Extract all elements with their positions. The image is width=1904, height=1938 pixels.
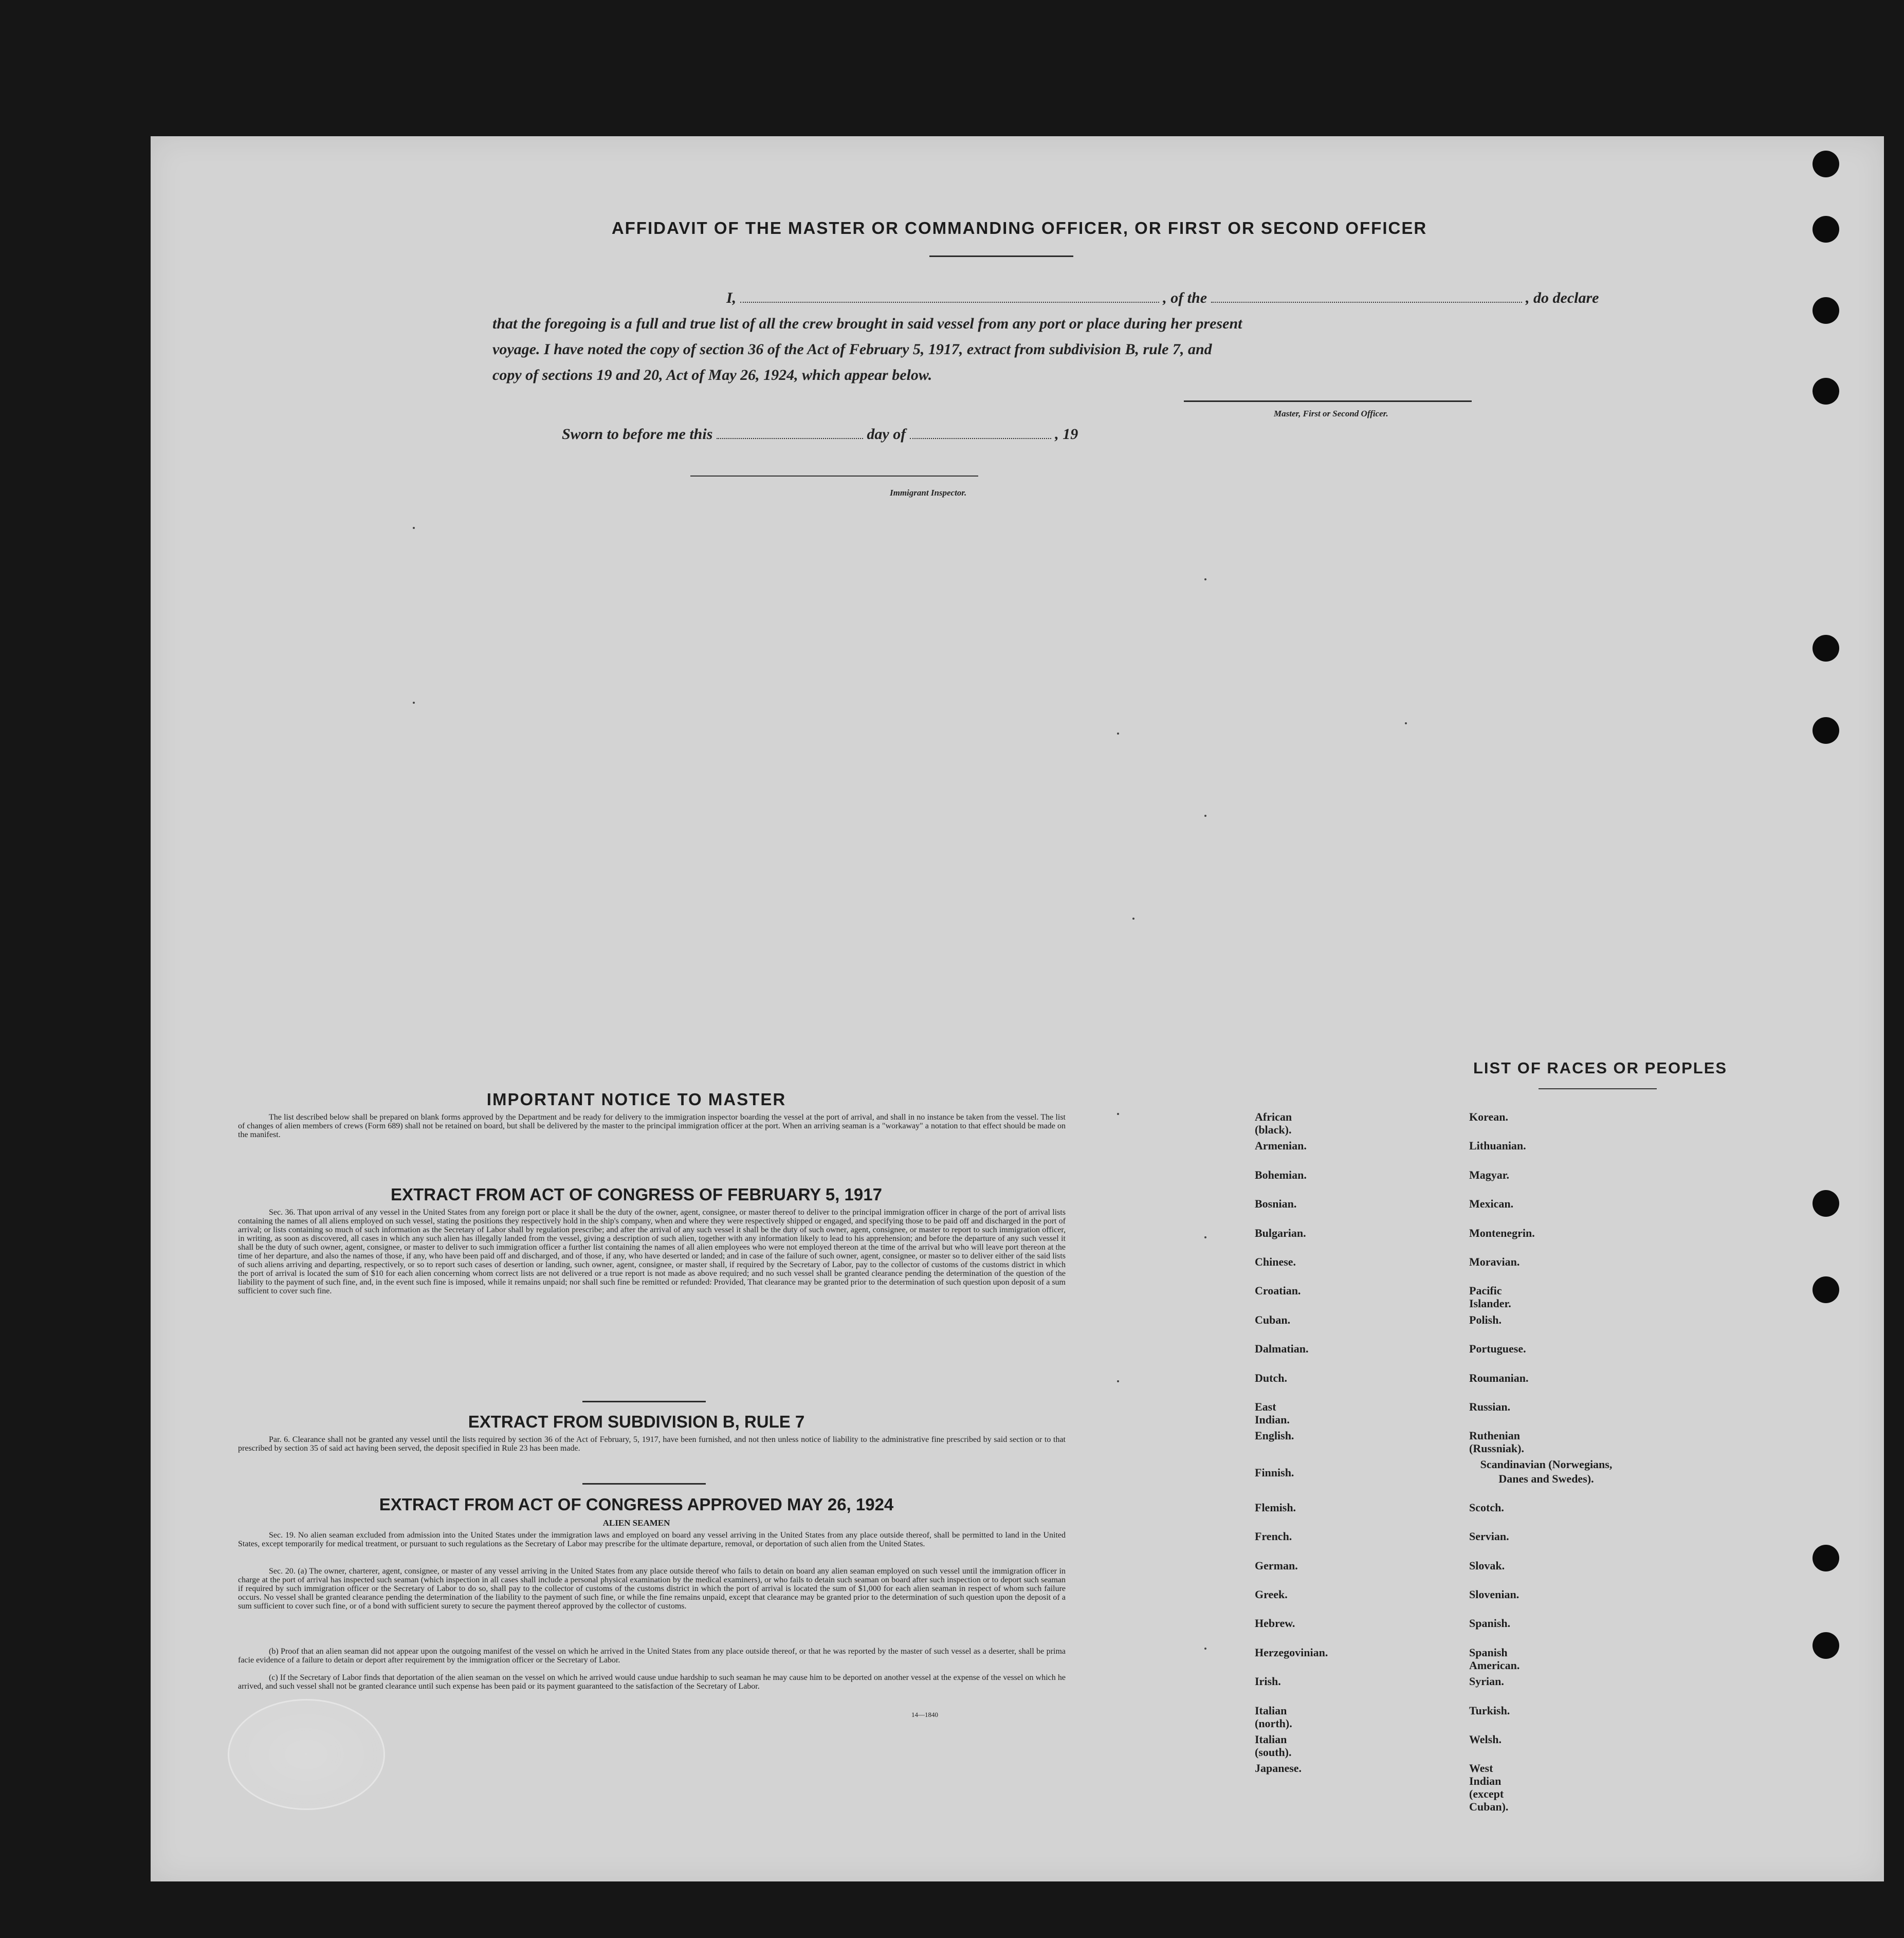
speck <box>1204 578 1206 580</box>
extract-1924-title: EXTRACT FROM ACT OF CONGRESS APPROVED MAY 26, 1924 <box>379 1495 894 1514</box>
race-item: French. <box>1255 1530 1292 1543</box>
race-item: Magyar. <box>1469 1168 1510 1181</box>
race-item: Irish. <box>1255 1675 1281 1688</box>
race-item: Scotch. <box>1469 1501 1504 1514</box>
affidavit-title: AFFIDAVIT OF THE MASTER OR COMMANDING OFFICER, OR FIRST OR SECOND OFFICER <box>611 218 1427 237</box>
race-item: German. <box>1255 1559 1298 1572</box>
do-declare-label: , do declare <box>1526 289 1599 306</box>
inspector-signature-line[interactable] <box>690 476 978 477</box>
race-item: Croatian. <box>1255 1284 1301 1297</box>
speck <box>413 527 415 529</box>
year-label: , 19 <box>1055 426 1078 443</box>
race-item: Cuban. <box>1255 1313 1291 1326</box>
race-item: English. <box>1255 1429 1294 1442</box>
race-item: Bohemian. <box>1255 1168 1307 1181</box>
race-item: Italian (north). <box>1255 1704 1292 1730</box>
i-label: I, <box>726 289 737 306</box>
speck <box>1204 1648 1206 1650</box>
race-item: Moravian. <box>1469 1255 1520 1268</box>
race-item: Chinese. <box>1255 1255 1296 1268</box>
race-item: Scandinavian (Norwegians, Danes and Swedes). <box>1480 1458 1613 1485</box>
sec-19: Sec. 19. No alien seaman excluded from admission into the United States under the immigration laws and employed on board any vessel arriving in the United States from any place outside thereof, shall be permitted to land in the United States, except temporarily for medical treatment, or pursuant to such regulations as the Secretary of Labor may prescribe for the ultimate departure, removal, or deportation of such alien from the United States. <box>238 1531 1066 1548</box>
race-item: Russian. <box>1469 1400 1511 1413</box>
binder-hole <box>1813 297 1839 324</box>
speck <box>413 702 415 704</box>
form-number: 14—1840 <box>911 1711 938 1718</box>
master-caption: Master, First or Second Officer. <box>1274 409 1388 418</box>
race-item: Syrian. <box>1469 1675 1504 1688</box>
subdivision-b-title: EXTRACT FROM SUBDIVISION B, RULE 7 <box>468 1412 805 1431</box>
race-item: Montenegrin. <box>1469 1227 1535 1239</box>
race-item: Italian (south). <box>1255 1733 1292 1759</box>
speck <box>1405 722 1407 724</box>
master-signature-line[interactable] <box>1184 400 1472 402</box>
race-item: Slovenian. <box>1469 1588 1519 1601</box>
race-item: West Indian (except Cuban). <box>1469 1762 1509 1813</box>
speck <box>1132 918 1134 920</box>
race-item: Roumanian. <box>1469 1372 1529 1384</box>
race-item: Polish. <box>1469 1313 1502 1326</box>
extract-1917-title: EXTRACT FROM ACT OF CONGRESS OF FEBRUARY 5, 1917 <box>391 1185 882 1204</box>
race-item: Herzegovinian. <box>1255 1646 1328 1659</box>
race-item: Bosnian. <box>1255 1197 1297 1210</box>
notice-body: The list described below shall be prepared on blank forms approved by the Department and be ready for delivery to the immigration inspector boarding the vessel at the port of arrival, and shall in no instance be taken from the vessel. The list of changes of alien members of crews (Form 689) shall not be retained on board, but shall be delivered by the master to the principal immigration officer at the port. When an arriving seaman is a "workaway" a notation to that effect should be made on the manifest. <box>238 1113 1066 1139</box>
declaration-line-2: that the foregoing is a full and true list of all the crew brought in said vessel from any port or place during her present <box>492 315 1242 332</box>
inspector-caption: Immigrant Inspector. <box>890 488 967 498</box>
binder-hole <box>1813 151 1839 177</box>
title-divider <box>929 255 1073 257</box>
notice-title: IMPORTANT NOTICE TO MASTER <box>486 1090 786 1109</box>
speck <box>1117 1113 1119 1115</box>
race-item: Flemish. <box>1255 1501 1296 1514</box>
declaration-line-3: voyage. I have noted the copy of section 36 of the Act of February 5, 1917, extract from subdivision B, rule 7, and <box>492 341 1212 358</box>
race-item: Welsh. <box>1469 1733 1502 1746</box>
sec-20a: Sec. 20. (a) The owner, charterer, agent, consignee, or master of any vessel arriving in the United States from any place outside thereof who fails to detain on board any alien seaman employed on such vessel until the immigration officer in charge at the port of arrival has inspected such seaman (which inspection in all cases shall include a personal physical examination by the medical examiners), or who fails to detain such seaman on board after such inspection or to deport such seaman if required by such immigration officer or the Secretary of Labor to do so, shall pay to the collector of customs of the customs district in which the port of arrival is located the sum of $1,000 for each alien seaman in respect of whom such failure occurs. No vessel shall be granted clearance pending the determination of the liability to the payment of such fine, or while the fine remains unpaid, except that clearance may be granted prior to the determination of such question upon the deposit of a sum sufficient to cover such fine, or of a bond with sufficient surety to secure the payment thereof approved by the collector of customs. <box>238 1567 1066 1611</box>
race-item: Dalmatian. <box>1255 1342 1309 1355</box>
binder-hole <box>1813 216 1839 243</box>
declaration-line-1 <box>474 285 1631 311</box>
name-field[interactable] <box>740 302 1159 303</box>
extract-1924-subtitle: ALIEN SEAMEN <box>602 1518 670 1528</box>
extract-1917-body: Sec. 36. That upon arrival of any vessel in the United States from any foreign port or place it shall be the duty of the owner, agent, consignee, or master thereof to deliver to the principal immigration officer in charge of the port of arrival lists containing the names of all aliens employed on such vessel, stating the positions they respectively hold in the ship's company, when and where they were respectively shipped or engaged, and specifying those to be paid off and discharged in the port of arrival; or lists containing so much of such information as the Secretary of Labor shall by regulation prescribe; and after the arrival of any such vessel it shall be the duty of such owner, agent, consignee, or master to report to such immigration officer, in writing, as soon as discovered, all cases in which any such alien has illegally landed from the vessel, giving a description of such alien, together with any information likely to lead to his apprehension; and before the departure of any such vessel it shall be the duty of such owner, agent, consignee, or master to deliver to such immigration officer a further list containing the names of all alien employees who were not employed thereon at the time of the arrival but who will leave port thereon at the time of her departure, and also the names of those, if any, who have been paid off and discharged, and of those, if any, who have deserted or landed; and in case of the failure of such owner, agent, consignee, or master so to deliver either of the said lists of such aliens arriving and departing, respectively, or so to report such cases of desertion or landing, such owner, agent, consignee, or master shall, if required by the Secretary of Labor, pay to the collector of customs of the customs district in which the port of arrival is located the sum of $10 for each alien concerning whom correct lists are not delivered or a true report is not made as above required; and no such vessel shall be granted clearance pending the determination of the question of the liability to the payment of such fine, and, in the event such fine is imposed, while it remains unpaid; nor shall such fine be remitted or refunded: Provided, That clearance may be granted prior to the determination of such question upon deposit of a sum sufficient to cover such fine. <box>238 1208 1066 1295</box>
sec-20c: (c) If the Secretary of Labor finds that deportation of the alien seaman on the vessel on which he arrived would cause undue hardship to such seaman he may cause him to be deported on another vessel at the expense of the vessel on which he arrived, and such vessel shall not be granted clearance until such expense has been paid or its payment guaranteed to the satisfaction of the Secretary of Labor. <box>238 1673 1066 1691</box>
race-item: Dutch. <box>1255 1372 1287 1384</box>
races-title: LIST OF RACES OR PEOPLES <box>1473 1059 1728 1077</box>
binder-hole <box>1813 1632 1839 1659</box>
of-the-label: , of the <box>1163 289 1207 306</box>
race-item: East Indian. <box>1255 1400 1290 1426</box>
race-item: Bulgarian. <box>1255 1227 1306 1239</box>
race-item: African (black). <box>1255 1110 1292 1136</box>
document-page <box>151 136 1884 1881</box>
race-item: Portuguese. <box>1469 1342 1526 1355</box>
race-item: Spanish American. <box>1469 1646 1520 1672</box>
race-item: Mexican. <box>1469 1197 1514 1210</box>
subdivision-b-body: Par. 6. Clearance shall not be granted any vessel until the lists required by section 36 of the Act of February, 5, 1917, have been furnished, and not then unless notice of liability to the administrative fine prescribed by said section or to that prescribed by section 35 of said act having been served, the deposit specified in Rule 23 has been made. <box>238 1435 1066 1453</box>
binder-hole <box>1813 378 1839 405</box>
race-item: Lithuanian. <box>1469 1139 1526 1152</box>
binder-hole <box>1813 1276 1839 1303</box>
race-item: Japanese. <box>1255 1762 1302 1775</box>
speck <box>1204 815 1206 817</box>
binder-hole <box>1813 717 1839 744</box>
binder-hole <box>1813 1545 1839 1571</box>
speck <box>1204 1236 1206 1238</box>
race-item: Finnish. <box>1255 1466 1294 1479</box>
vessel-field[interactable] <box>1211 302 1522 303</box>
speck <box>1117 1380 1119 1382</box>
race-item: Hebrew. <box>1255 1617 1295 1630</box>
sec-20b: (b) Proof that an alien seaman did not appear upon the outgoing manifest of the vessel on which he arrived in the United States from any place outside thereof, or that he was reported by the master of such vessel as a deserter, shall be prima facie evidence of a failure to detain or deport after requirement by the immigration officer or the Secretary of Labor. <box>238 1647 1066 1665</box>
embossed-seal <box>228 1699 385 1810</box>
speck <box>1117 733 1119 735</box>
sworn-line <box>562 422 1281 447</box>
race-item: Spanish. <box>1469 1617 1511 1630</box>
declaration-line-4: copy of sections 19 and 20, Act of May 26, 1924, which appear below. <box>492 367 932 383</box>
race-item: Armenian. <box>1255 1139 1307 1152</box>
section-divider <box>582 1483 706 1485</box>
races-divider <box>1539 1088 1657 1089</box>
sworn-day-field[interactable] <box>717 438 863 439</box>
sworn-label: Sworn to before me this <box>562 426 713 443</box>
race-item: Korean. <box>1469 1110 1508 1123</box>
race-item: Pacific Islander. <box>1469 1284 1511 1310</box>
binder-hole <box>1813 635 1839 662</box>
section-divider <box>582 1401 706 1402</box>
race-item: Greek. <box>1255 1588 1288 1601</box>
sworn-month-field[interactable] <box>910 438 1051 439</box>
binder-hole <box>1813 1190 1839 1217</box>
race-item: Turkish. <box>1469 1704 1510 1717</box>
race-item: Servian. <box>1469 1530 1509 1543</box>
race-item: Slovak. <box>1469 1559 1505 1572</box>
day-of-label: day of <box>867 426 906 443</box>
race-item: Ruthenian (Russniak). <box>1469 1429 1524 1455</box>
